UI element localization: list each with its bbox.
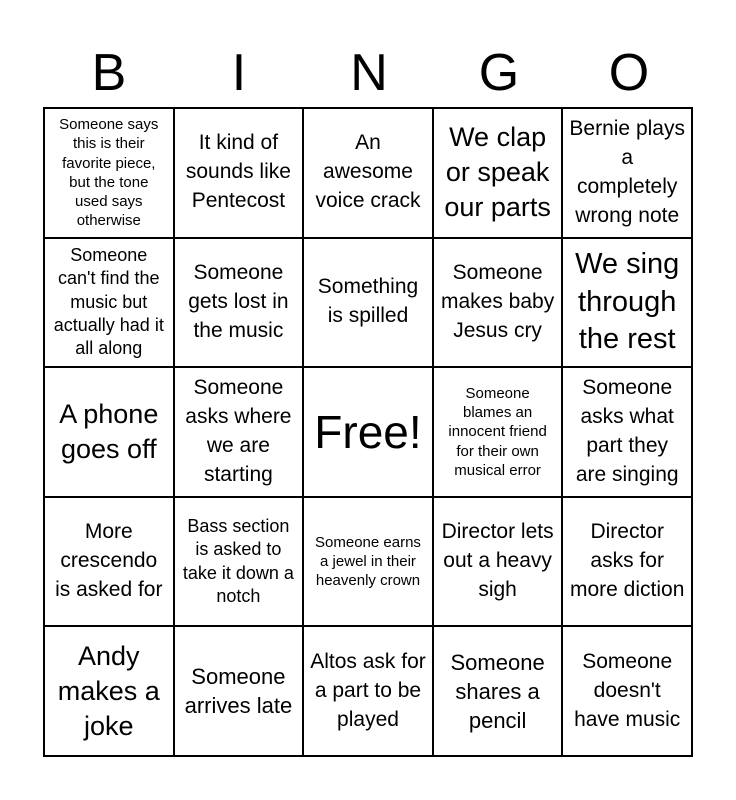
cell-text: Altos ask for a part to be played — [310, 649, 426, 731]
bingo-header — [44, 40, 694, 106]
cell-text: Andy makes a joke — [57, 640, 160, 741]
cell-text: More crescendo is asked for — [55, 520, 163, 602]
bingo-cell[interactable] — [174, 497, 304, 627]
cell-text: We sing through the rest — [575, 247, 680, 356]
bingo-cell[interactable] — [303, 497, 433, 627]
cell-text: It kind of sounds like Pentecost — [185, 131, 291, 213]
cell-text: Someone makes baby Jesus cry — [440, 260, 555, 342]
cell-text: Someone asks what part they are singing — [575, 376, 679, 486]
bingo-cell[interactable] — [303, 238, 433, 368]
cell-text: Someone blames an innocent friend for their own musical error — [448, 385, 547, 479]
bingo-cell[interactable] — [174, 238, 304, 368]
bingo-cell[interactable] — [562, 626, 692, 756]
bingo-cell[interactable] — [44, 238, 174, 368]
cell-text: Someone gets lost in the music — [188, 260, 289, 342]
cell-text: We clap or speak our parts — [444, 122, 551, 223]
bingo-cell[interactable] — [44, 108, 174, 238]
bingo-cell[interactable] — [433, 497, 563, 627]
free-space-text: Free! — [314, 405, 422, 458]
cell-text: Someone shares a pencil — [450, 649, 545, 733]
cell-text: Something is spilled — [317, 275, 419, 328]
bingo-cell[interactable] — [562, 367, 692, 497]
cell-text: A phone goes off — [59, 398, 159, 464]
bingo-cell[interactable] — [433, 626, 563, 756]
bingo-cell[interactable] — [174, 367, 304, 497]
bingo-cell[interactable] — [562, 497, 692, 627]
bingo-grid — [43, 107, 693, 757]
bingo-cell[interactable] — [562, 238, 692, 368]
cell-text: Director lets out a heavy sigh — [441, 520, 554, 602]
header-letter-g: G — [478, 44, 520, 102]
bingo-cell[interactable] — [433, 238, 563, 368]
header-letter-i: I — [231, 44, 247, 102]
bingo-cell[interactable] — [303, 626, 433, 756]
bingo-cell[interactable] — [433, 367, 563, 497]
header-letter-o: O — [608, 44, 650, 102]
cell-text: An awesome voice crack — [315, 131, 421, 213]
cell-text: Bernie plays a completely wrong note — [569, 116, 685, 227]
cell-text: Someone arrives late — [184, 664, 293, 719]
bingo-cell[interactable] — [44, 367, 174, 497]
bingo-cell[interactable] — [433, 108, 563, 238]
bingo-cell[interactable] — [44, 626, 174, 756]
bingo-cell[interactable] — [174, 626, 304, 756]
bingo-cell[interactable] — [562, 108, 692, 238]
cell-text: Someone says this is their favorite piece, but the tone used says otherwise — [59, 116, 159, 230]
bingo-cell[interactable] — [44, 497, 174, 627]
header-letter-n: N — [350, 44, 388, 102]
cell-text: Someone can't find the music but actually had it all along — [53, 244, 164, 359]
bingo-cell[interactable] — [174, 108, 304, 238]
cell-text: Someone asks where we are starting — [185, 376, 292, 486]
header-letter-b: B — [91, 44, 127, 102]
cell-text: Someone earns a jewel in their heavenly crown — [315, 533, 421, 590]
cell-text: Someone doesn't have music — [574, 649, 681, 731]
bingo-cell[interactable] — [303, 108, 433, 238]
cell-text: Director asks for more diction — [570, 520, 685, 602]
cell-text: Bass section is asked to take it down a notch — [182, 515, 294, 606]
free-space-cell[interactable] — [303, 367, 433, 497]
